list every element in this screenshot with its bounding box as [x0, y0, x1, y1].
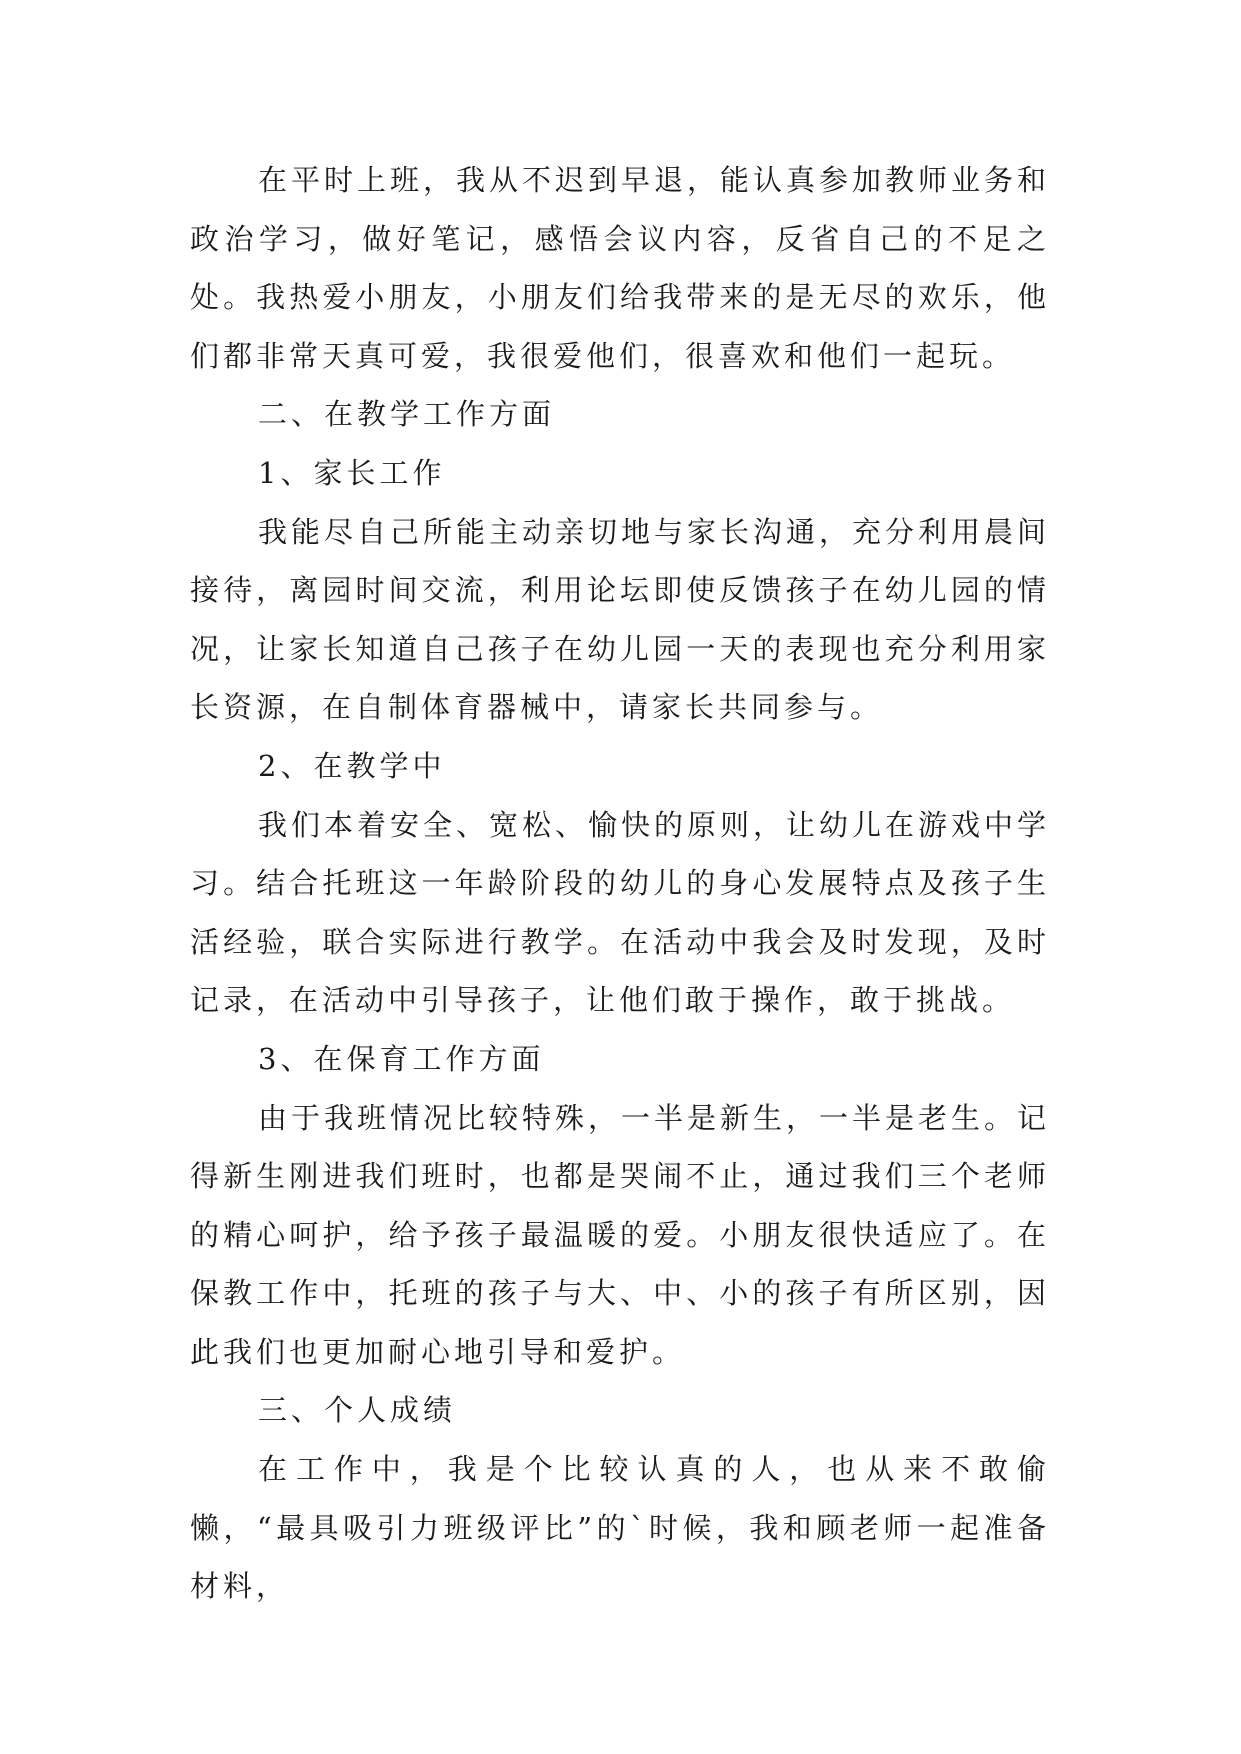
subheading-childcare: 3、在保育工作方面 — [258, 1041, 545, 1076]
section-heading-achievements: 三、个人成绩 — [258, 1393, 457, 1428]
document-page — [190, 151, 1050, 1616]
paragraph-attendance: 在平时上班，我从不迟到早退，能认真参加教师业务和政治学习，做好笔记，感悟会议内容，反省自己的不足之处。我热爱小朋友，小朋友们给我带来的是无尽的欢乐，他们都非常天真可爱，我很爱他们，很喜欢和他们一起玩。 — [190, 163, 1051, 373]
paragraph-achievements: 在工作中，我是个比较认真的人，也从来不敢偷懒，“最具吸引力班级评比”的`时候，我和顾老师一起准备材料， — [190, 1452, 1050, 1604]
paragraph-in-teaching: 我们本着安全、宽松、愉快的原则，让幼儿在游戏中学习。结合托班这一年龄阶段的幼儿的身心发展特点及孩子生活经验，联合实际进行教学。在活动中我会及时发现，及时记录，在活动中引导孩子，让他们敢于操作，敢于挑战。 — [190, 807, 1051, 1018]
subheading-in-teaching: 2、在教学中 — [258, 748, 446, 783]
paragraph-childcare: 由于我班情况比较特殊，一半是新生，一半是老生。记得新生刚进我们班时，也都是哭闹不止，通过我们三个老师的精心呵护，给予孩子最温暖的爱。小朋友很快适应了。在保教工作中，托班的孩子与大、中、小的孩子有所区别，因此我们也更加耐心地引导和爱护。 — [190, 1100, 1051, 1369]
paragraph-parent-work: 我能尽自己所能主动亲切地与家长沟通，充分利用晨间接待，离园时间交流，利用论坛即使反馈孩子在幼儿园的情况，让家长知道自己孩子在幼儿园一天的表现也充分利用家长资源，在自制体育器械中，请家长共同参与。 — [190, 514, 1051, 725]
subheading-parent-work: 1、家长工作 — [258, 455, 446, 490]
section-heading-teaching: 二、在教学工作方面 — [258, 397, 556, 432]
